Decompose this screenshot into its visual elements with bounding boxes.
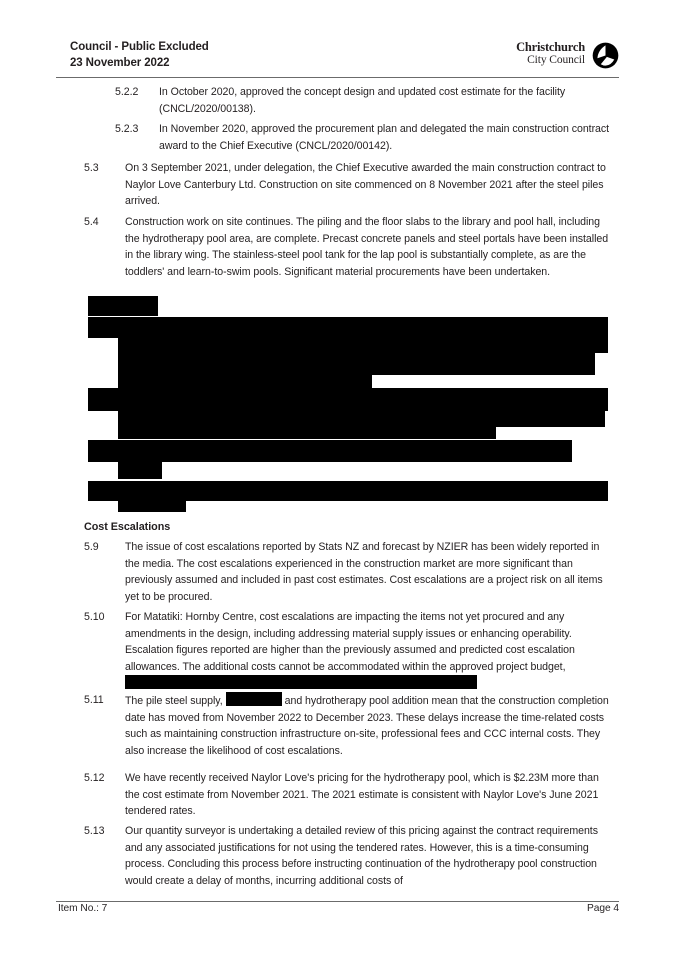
redaction-block bbox=[88, 317, 608, 338]
section-heading-cost-escalations: Cost Escalations bbox=[84, 521, 171, 533]
paragraph-text bbox=[125, 692, 615, 759]
christchurch-city-council-emblem-icon bbox=[592, 42, 619, 69]
paragraph-number: 5.9 bbox=[84, 541, 99, 553]
paragraph-text: Construction work on site continues. The piling and the floor slabs to the library and pool hall, including the hydrotherapy pool area, are complete. Precast concrete panels and steel portals have been installed in the library wing. The stainless-steel pool tank for the lap pool is substantially complete, as are the toddlers' and learn-to-swim pools. Significant material procurements have been undertaken. bbox=[125, 216, 609, 278]
paragraph-text: We have recently received Naylor Love's pricing for the hydrotherapy pool, which is $2.23M more than the cost estimate from November 2021. The 2021 estimate is consistent with Naylor Love's June 2021 tendered rates. bbox=[125, 772, 599, 818]
paragraph-number: 5.4 bbox=[84, 216, 99, 228]
paragraph-text-before-redaction: For Matatiki: Hornby Centre, cost escalations are impacting the items not yet procured and any amendments in the design, including addressing material supply issues or enhancing operability. Escalation figures reported are higher than the previously assumed and predicted cost escalation allowances. The additional costs cannot be accommodated within the approved project budget, bbox=[125, 611, 575, 673]
paragraph-text-after-redaction: and hydrotherapy pool addition mean that the construction completion date has moved from November 2022 to December 2023. These delays increase the time-related costs such as maintaining construction infrastructure on-site, professional fees and CCC internal costs. They also increase the likelihood of cost escalations. bbox=[125, 695, 609, 757]
page-header bbox=[56, 36, 619, 76]
redaction-block bbox=[118, 427, 496, 439]
paragraph-5-11 bbox=[84, 692, 615, 759]
header-divider bbox=[56, 77, 619, 78]
footer-page-number: Page 4 bbox=[587, 903, 619, 914]
paragraph-number: 5.2.2 bbox=[115, 86, 139, 98]
paragraph-5-9 bbox=[84, 539, 615, 605]
footer-divider bbox=[56, 901, 619, 902]
paragraph-text: In October 2020, approved the concept design and updated cost estimate for the facility (CNCL/2020/00138). bbox=[159, 86, 566, 115]
paragraph-text bbox=[125, 609, 615, 693]
inline-redaction-block bbox=[125, 675, 477, 689]
paragraph-number: 5.13 bbox=[84, 825, 105, 837]
council-logo bbox=[489, 41, 619, 73]
paragraph-5-3 bbox=[84, 160, 615, 210]
redaction-block bbox=[88, 440, 572, 462]
logo-line-christchurch: Christchurch bbox=[516, 40, 585, 54]
redaction-block bbox=[118, 338, 608, 353]
paragraph-text: Our quantity surveyor is undertaking a detailed review of this pricing against the contract requirements and any associated justifications for not using the tendered rates. However, this is a time-consuming process. Concluding this process before instructing continuation of the hydrotherapy pool construction would create a delay of months, incurring additional costs of bbox=[125, 825, 598, 887]
redaction-block bbox=[118, 501, 186, 512]
paragraph-number: 5.3 bbox=[84, 162, 99, 174]
paragraph-number: 5.11 bbox=[84, 694, 104, 706]
header-title: Council - Public Excluded bbox=[70, 41, 209, 53]
redaction-block bbox=[88, 296, 158, 316]
header-date: 23 November 2022 bbox=[70, 57, 170, 69]
redaction-block bbox=[118, 462, 162, 479]
footer-item-number: Item No.: 7 bbox=[58, 903, 108, 914]
redaction-block bbox=[118, 353, 595, 375]
paragraph-text: The issue of cost escalations reported by Stats NZ and forecast by NZIER has been widely reported in the media. The cost escalations experienced in the construction market are more significant than previously assumed and included in past cost estimates. Cost escalations are a project risk on all items yet to be procured. bbox=[125, 541, 603, 603]
paragraph-text: In November 2020, approved the procurement plan and delegated the main construction contract award to the Chief Executive (CNCL/2020/00142). bbox=[159, 123, 610, 152]
paragraph-number: 5.10 bbox=[84, 611, 105, 623]
paragraph-5-2-3 bbox=[115, 121, 615, 154]
paragraph-5-10 bbox=[84, 609, 615, 693]
paragraph-number: 5.12 bbox=[84, 772, 105, 784]
logo-text bbox=[516, 41, 585, 67]
paragraph-number: 5.2.3 bbox=[115, 123, 139, 135]
paragraph-text: On 3 September 2021, under delegation, the Chief Executive awarded the main construction contract to Naylor Love Canterbury Ltd. Construction on site commenced on 8 November 2021 after the steel piles arrived. bbox=[125, 162, 606, 208]
redaction-block bbox=[118, 411, 605, 427]
logo-line-city-council: City Council bbox=[527, 54, 585, 66]
redaction-block bbox=[88, 388, 608, 411]
paragraph-5-13 bbox=[84, 823, 615, 889]
paragraph-5-4 bbox=[84, 214, 615, 280]
paragraph-text-before-redaction: The pile steel supply, bbox=[125, 695, 223, 707]
redaction-block bbox=[88, 481, 608, 501]
paragraph-5-12 bbox=[84, 770, 615, 820]
paragraph-5-2-2 bbox=[115, 84, 615, 117]
inline-redaction-block bbox=[226, 692, 282, 706]
